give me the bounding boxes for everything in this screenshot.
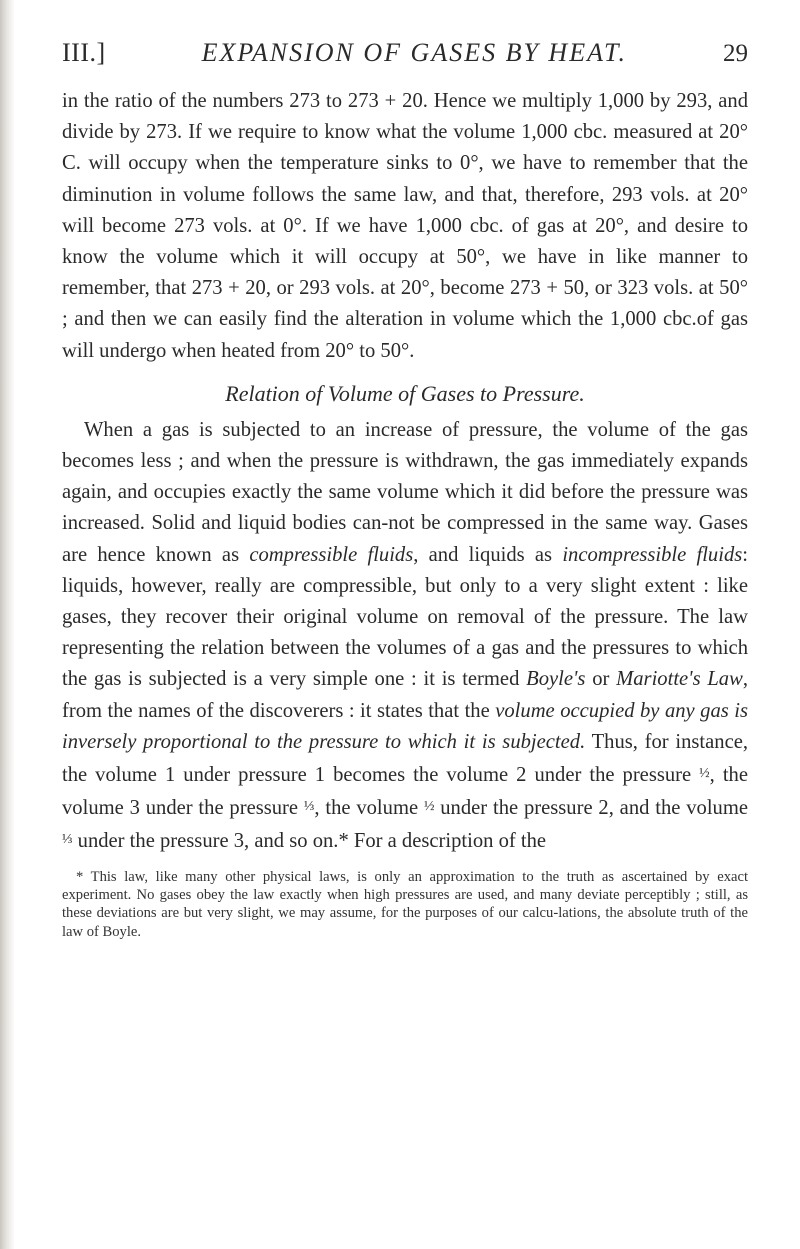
text-run: : liquids, however, really are compressible, but only to a very slight extent : like gases, they recover their original volume on removal of the pressure. The law representing the relation between the volumes of a gas and the pressures to which the gas is subjected is a very simple one : it is termed — [62, 543, 748, 691]
section-heading: Relation of Volume of Gases to Pressure. — [225, 380, 585, 406]
text-run: , from the names of the discoverers : it states that the — [62, 668, 748, 722]
text-run: , the volume — [314, 797, 424, 820]
fraction: ⅓ — [62, 832, 73, 848]
paragraph-1: in the ratio of the numbers 273 to 273 + 20. Hence we multiply 1,000 by 293, and divide by 273. If we require to know what the volume 1,000 cbc. measured at 20° C. will occupy when the temperature sinks to 0°, we have to remember that the diminution in volume follows the same law, and that, therefore, 293 vols. at 20° will become 273 vols. at 0°. If we have 1,000 cbc. of gas at 20°, and desire to know the volume which it will occupy at 50°, we have in like manner to remember, that 273 + 20, or 293 vols. at 20°, become 273 + 50, or 323 vols. at 50° ; and then we can easily find the alteration in volume which the 1,000 cbc.of gas will undergo when heated from 20° to 50°. — [62, 90, 748, 362]
paragraph-2 — [62, 415, 748, 858]
text-run: under the pressure 2, and the volume — [434, 797, 748, 820]
fraction: ½ — [699, 766, 710, 782]
text-run: , and liquids as — [413, 543, 563, 566]
book-spine-shadow — [0, 0, 14, 1249]
fraction: ⅓ — [303, 799, 315, 815]
running-title: EXPANSION OF GASES BY HEAT. — [201, 38, 628, 67]
term-incompressible-fluids: incompressible fluids — [562, 543, 743, 566]
book-page — [62, 38, 748, 941]
body-text — [62, 86, 748, 858]
text-run: When a gas is subjected to an increase of pressure, the volume of the gas becomes less ; and when the pressure is withdrawn, the gas immediately expands again, and occupies exactly the same volume which it did before the pressure was increased. Solid and liquid bodies can-not be compressed in the same way. Gases are hence known as — [62, 418, 748, 566]
text-run: Thus, for instance, the volume 1 under pressure 1 becomes the volume 2 under the pressure — [62, 730, 748, 787]
page-number: 29 — [723, 40, 748, 67]
text-run: under the pressure 3, and so on.* For a description of the — [72, 830, 547, 853]
law-name-mariotte: Mariotte's Law — [616, 668, 743, 691]
fraction: ½ — [423, 799, 435, 815]
footnote: * This law, like many other physical laws, is only an approximation to the truth as ascertained by exact experiment. No gases obey the law exactly when high pressures are used, and many deviate perceptibly ; still, as these deviations are but very slight, we may assume, for the purposes of our calcu-lations, the absolute truth of the law of Boyle. — [62, 868, 748, 940]
text-run: , the volume 3 under the pressure — [62, 764, 748, 820]
text-run: or — [585, 668, 617, 691]
term-compressible-fluids: compressible fluids — [249, 543, 414, 566]
law-name-boyle: Boyle's — [526, 668, 586, 691]
running-head — [62, 38, 748, 80]
law-statement: volume occupied by any gas is inversely proportional to the pressure to which it is subjected. — [62, 699, 748, 753]
chapter-label: III.] — [62, 38, 106, 67]
